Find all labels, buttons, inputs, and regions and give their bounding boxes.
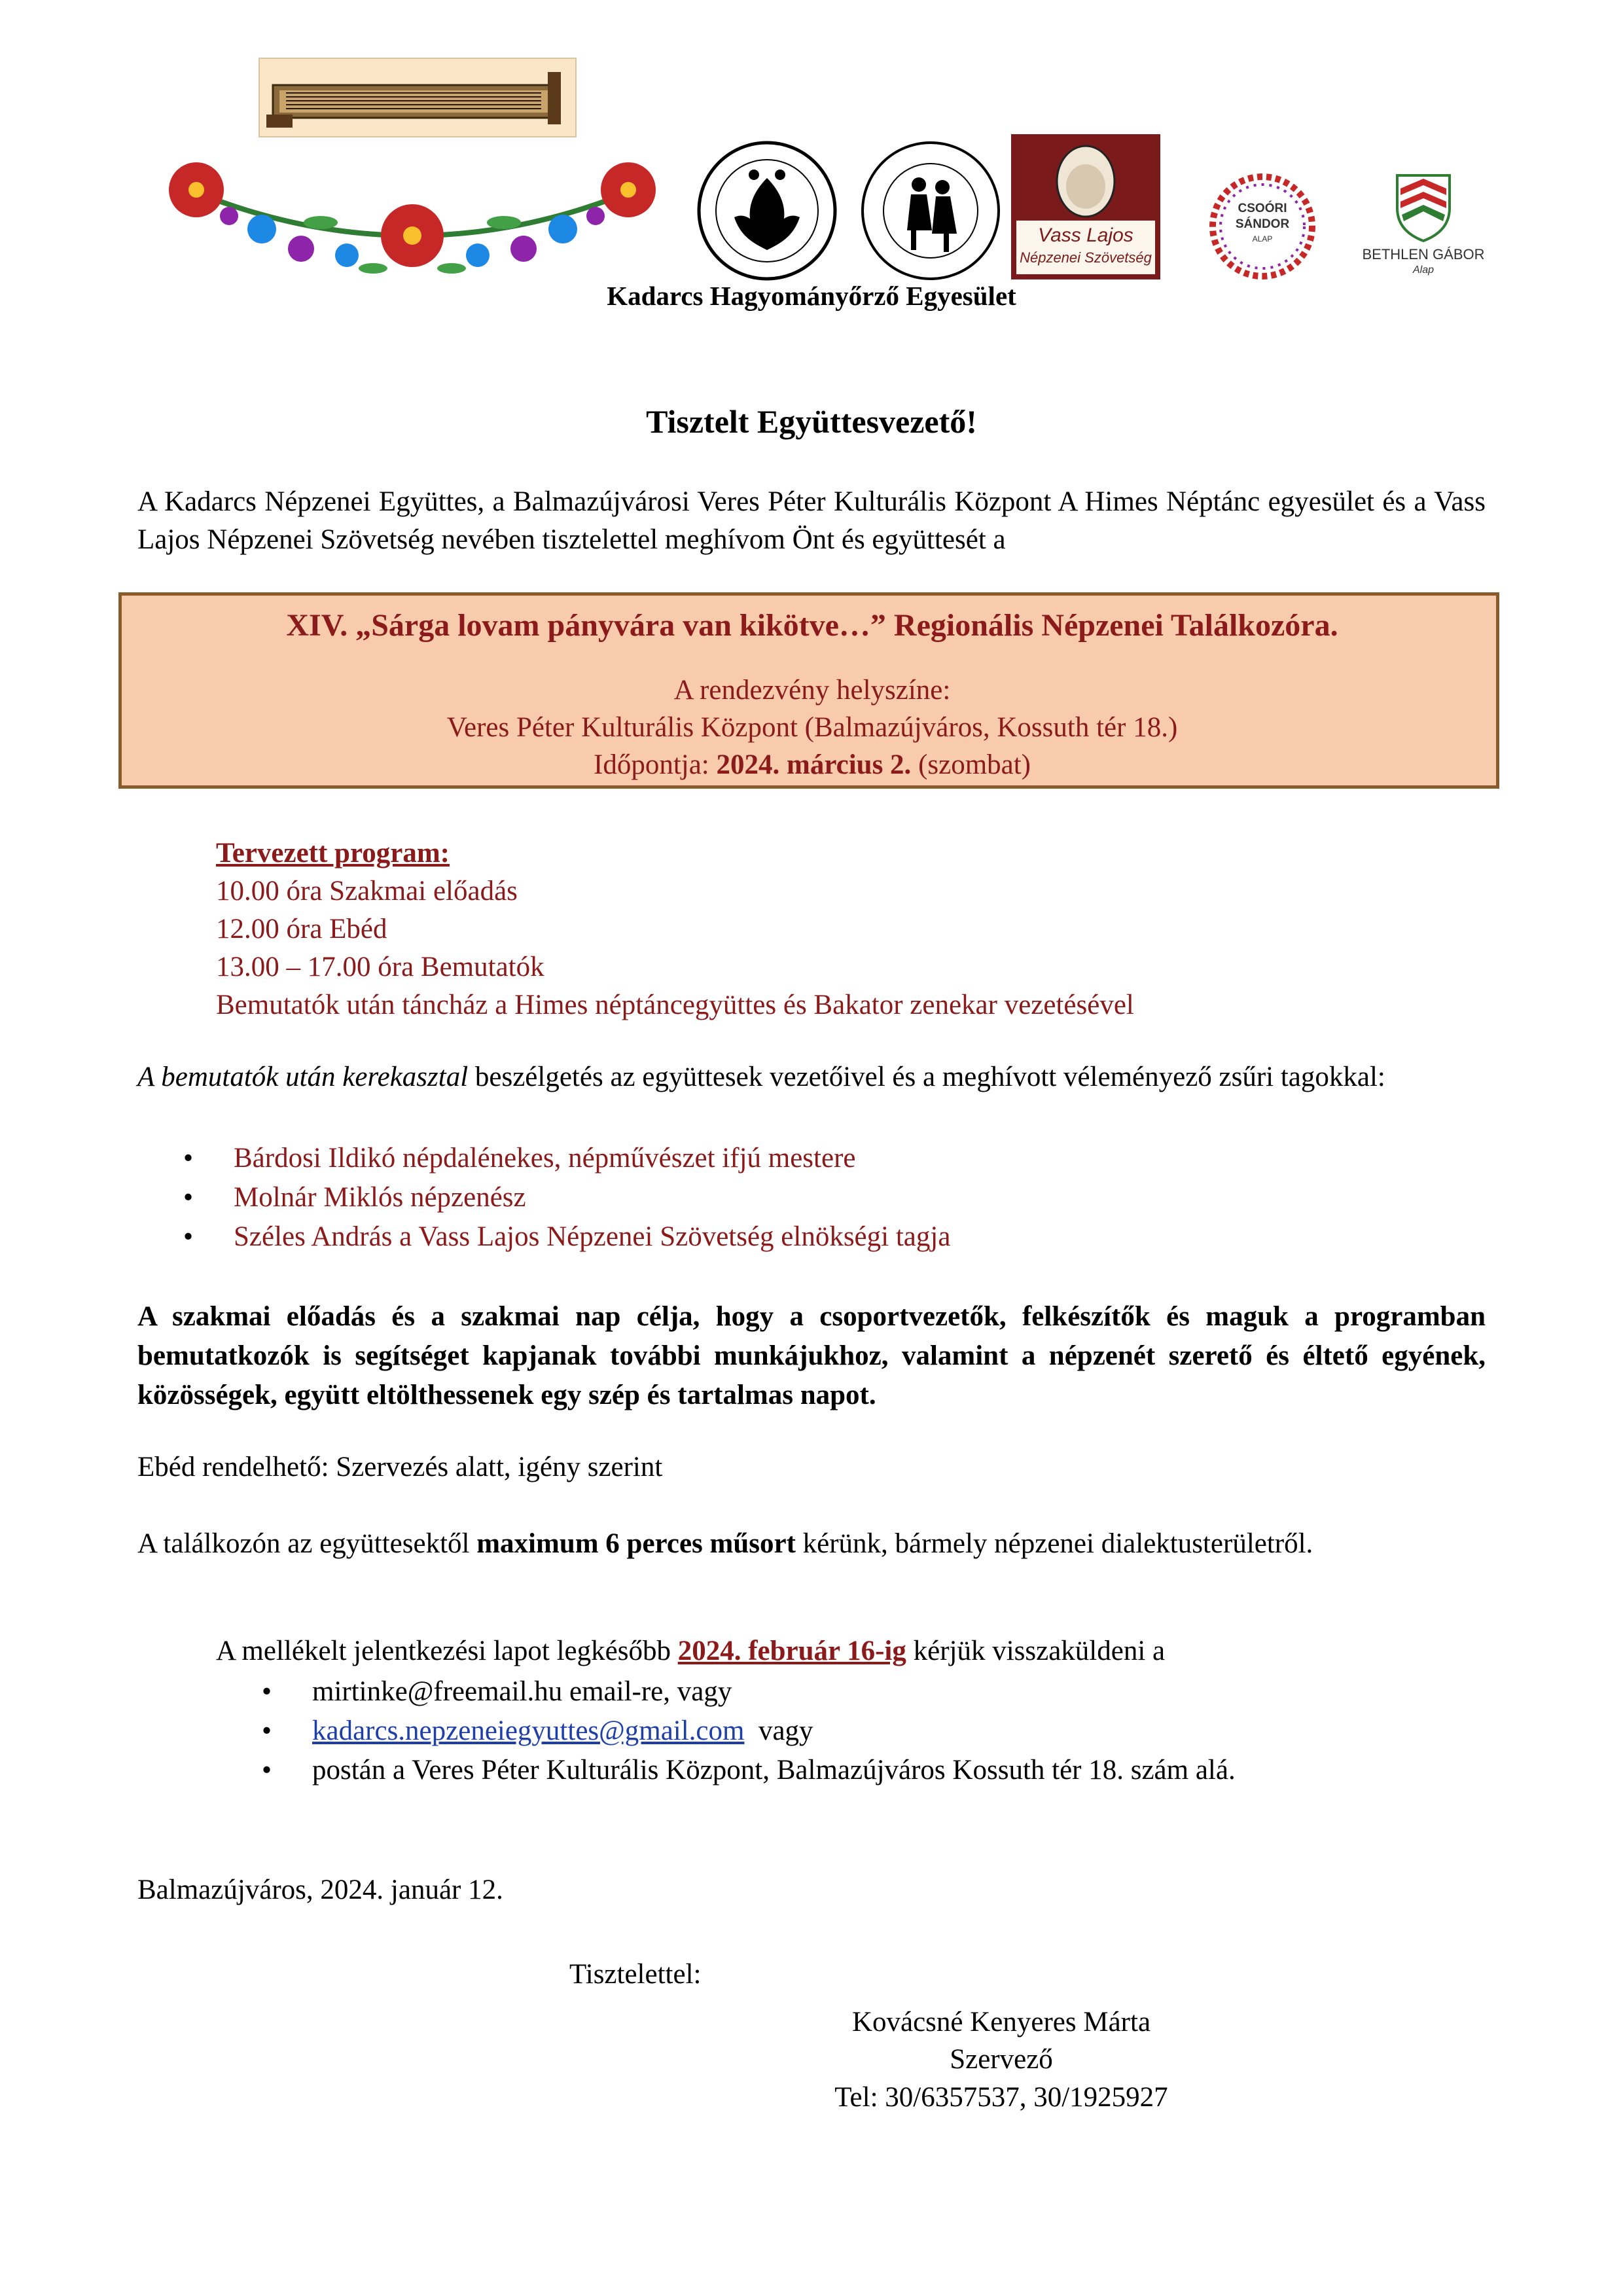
jury-member: • Bárdosi Ildikó népdalénekes, népművészet ifjú mestere	[183, 1139, 950, 1178]
purpose-paragraph: A szakmai előadás és a szakmai nap célja, hogy a csoportvezetők, felkészítők és maguk a programban bemutatkozók is segítséget kapjanak további munkájukhoz, valamint a népzenét szerető és éltető egyének, közösségek, együtt eltölthessenek egy szép és tartalmas napot.	[137, 1301, 1486, 1410]
venue-label: A rendezvény helyszíne:	[673, 675, 951, 706]
signatory-phone: Tel: 30/6357537, 30/1925927	[834, 2082, 1168, 2113]
deadline-line	[216, 1635, 1165, 1667]
submit-email-freemail: • mirtinke@freemail.hu email-re, vagy	[262, 1672, 1236, 1712]
date-suffix: (szombat)	[911, 749, 1031, 780]
program-title: Tervezett program:	[216, 838, 450, 869]
venue-address: Veres Péter Kulturális Központ (Balmazújváros, Kossuth tér 18.)	[446, 712, 1178, 743]
event-date: 2024. március 2.	[716, 749, 912, 780]
vass-lajos-logo	[1011, 134, 1160, 279]
csoori-sandor-logo	[1207, 171, 1317, 281]
roundtable-paragraph	[137, 1058, 1486, 1096]
citera-image	[259, 58, 577, 137]
deadline-date: 2024. február 16-ig	[677, 1636, 906, 1666]
csoori-line1: CSOÓRI	[1238, 202, 1287, 215]
program-item: 10.00 óra Szakmai előadás	[216, 876, 518, 906]
roundtable-italic: A bemutatók után kerekasztal	[137, 1062, 469, 1092]
deadline-post: kérjük visszaküldeni a	[906, 1636, 1166, 1666]
embroidered-flowers-image	[151, 151, 674, 281]
deadline-pre: A mellékelt jelentkezési lapot legkésőbb	[216, 1636, 678, 1666]
event-title: XIV. „Sárga lovam pányvára van kikötve…” Regionális Népzenei Találkozóra.	[286, 608, 1338, 643]
vass-logo-line1: Vass Lajos	[1038, 224, 1133, 246]
bethlen-gabor-logo	[1361, 169, 1486, 280]
place-and-date: Balmazújváros, 2024. január 12.	[137, 1874, 503, 1905]
program-item: 13.00 – 17.00 óra Bemutatók	[216, 952, 544, 982]
submit-post: • postán a Veres Péter Kulturális Központ, Balmazújváros Kossuth tér 18. szám alá.	[262, 1751, 1236, 1790]
jury-member: • Széles András a Vass Lajos Népzenei Szövetség elnökségi tagja	[183, 1217, 950, 1257]
gmail-link[interactable]: kadarcs.nepzeneiegyuttes@gmail.com	[312, 1715, 745, 1746]
gmail-suffix: vagy	[744, 1715, 813, 1746]
signatory-name: Kovácsné Kenyeres Márta	[851, 2007, 1151, 2037]
closing-regards: Tisztelettel:	[569, 1959, 702, 1990]
csoori-line3: ALAP	[1252, 234, 1273, 243]
veres-peter-logo	[695, 139, 839, 283]
salutation-heading: Tisztelt Együttesvezető!	[646, 403, 977, 440]
csoori-line2: SÁNDOR	[1235, 217, 1290, 231]
program-item: 12.00 óra Ebéd	[216, 914, 387, 944]
limit-bold: maximum 6 perces műsort	[476, 1528, 796, 1559]
date-label: Időpontja:	[594, 749, 717, 780]
vass-logo-line2: Népzenei Szövetség	[1020, 249, 1152, 266]
jury-member: • Molnár Miklós népzenész	[183, 1178, 950, 1217]
event-date-line	[122, 749, 1503, 781]
limit-pre: A találkozón az együttesektől	[137, 1528, 477, 1559]
jury-list	[183, 1139, 950, 1257]
lunch-note: Ebéd rendelhető: Szervezés alatt, igény szerint	[137, 1452, 663, 1482]
intro-paragraph: A Kadarcs Népzenei Együttes, a Balmazújvárosi Veres Péter Kulturális Központ A Himes Néptánc egyesület és a Vass Lajos Népzenei Szövetség nevében tisztelettel meghívom Önt és együttesét a	[137, 486, 1486, 555]
program-item: Bemutatók után táncház a Himes néptáncegyüttes és Bakator zenekar vezetésével	[216, 990, 1134, 1020]
program-section	[216, 834, 1134, 1024]
organization-name: Kadarcs Hagyományőrző Egyesület	[607, 281, 1016, 311]
limit-post: kérünk, bármely népzenei dialektusterületről.	[795, 1528, 1313, 1559]
event-box	[118, 592, 1499, 789]
himes-neptanc-logo	[859, 139, 1003, 283]
bethlen-line1: BETHLEN GÁBOR	[1362, 246, 1485, 262]
signatory-role: Szervező	[950, 2044, 1053, 2075]
program-limit-paragraph	[137, 1525, 1486, 1563]
submit-email-gmail	[262, 1712, 1236, 1751]
submit-methods-list	[262, 1672, 1236, 1790]
roundtable-rest: beszélgetés az együttesek vezetőivel és a meghívott véleményező zsűri tagokkal:	[468, 1062, 1385, 1092]
bethlen-line2: Alap	[1412, 264, 1435, 276]
